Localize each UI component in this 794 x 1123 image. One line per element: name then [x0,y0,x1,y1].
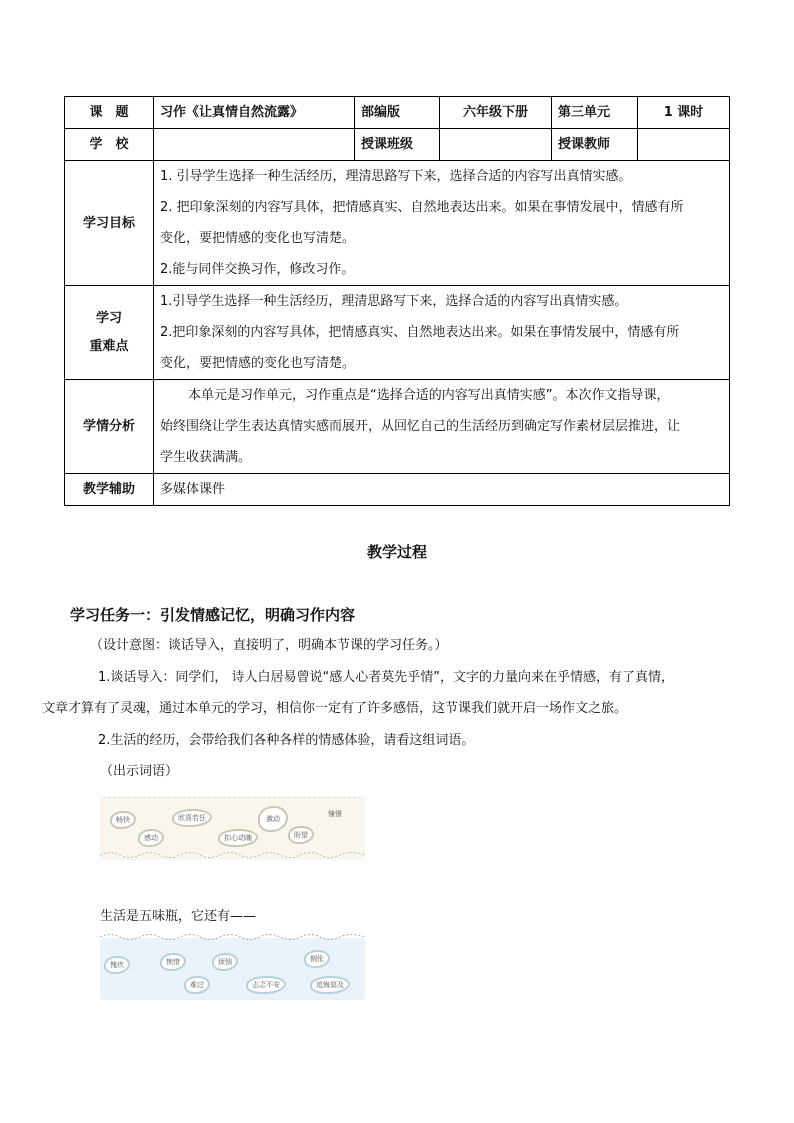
table-row [65,129,730,161]
analysis-line: 学生收获满满。 [160,450,252,465]
school-value [154,129,355,161]
table-row [65,97,730,129]
paragraph-experience: 2.生活的经历，会带给我们各种各样的情感体验，请看这组词语。 [98,733,475,748]
keypoints-label-line2: 重难点 [89,338,129,354]
keypoint-line: 变化，要把情感的变化也写清楚。 [160,356,356,371]
word-bubble: 畅快 [110,811,136,829]
class-hours: 1 课时 [638,97,730,129]
aids-value: 多媒体课件 [154,474,730,506]
aids-label: 教学辅助 [65,474,154,506]
word-bubble: 盼望 [288,826,314,844]
goal-line: 1. 引导学生选择一种生活经历，理清思路写下来，选择合适的内容写出真情实感。 [160,169,632,184]
lesson-title: 习作《让真情自然流露》 [154,97,355,129]
keypoint-line: 1.引导学生选择一种生活经历，理清思路写下来，选择合适的内容写出真情实感。 [160,294,628,309]
show-words-note: （出示词语） [100,764,179,779]
word-bubble: 扣心动魄 [218,829,258,847]
word-bubble: 激动 [258,806,288,832]
task-heading: 学习任务一：引发情感记忆，明确习作内容 [70,606,356,624]
topic-label: 课 题 [65,97,154,129]
word-bubble: 追悔莫及 [310,976,350,994]
section-title: 教学过程 [366,543,427,561]
word-bubble: 惋惜 [160,953,186,971]
teacher-value [638,129,730,161]
edition: 部编版 [355,97,440,129]
word-bubble: 惆怅 [304,950,330,968]
table-row [65,380,730,474]
analysis-label: 学情分析 [65,380,154,474]
teacher-label: 授课教师 [552,129,638,161]
goals-label: 学习目标 [65,161,154,286]
analysis-line: 本单元是习作单元，习作重点是“选择合适的内容写出真情实感”。本次作文指导课， [188,388,670,403]
paragraph-line: 文章才算有了灵魂，通过本单元的学习，相信你一定有了许多感悟，这节课我们就开启一场作文之旅。 [42,701,628,716]
lesson-info-table [64,96,730,506]
wave-decoration [100,850,365,860]
word-bubble: 感动 [138,829,164,847]
goal-line: 变化，要把情感的变化也写清楚。 [160,231,356,246]
unit: 第三单元 [552,97,638,129]
keypoints-label [65,286,154,380]
keypoints-content [154,286,730,380]
analysis-content [154,380,730,474]
keypoints-label-line1: 学习 [95,310,122,326]
positive-words-image [100,797,365,860]
word-bubble: 烦恼 [212,953,238,971]
word-bubble: 憧憬 [328,810,342,818]
wave-decoration [100,932,365,942]
word-bubble: 忐忑不安 [246,976,286,994]
analysis-line: 始终围绕让学生表达真情实感而展开，从回忆自己的生活经历到确定写作素材层层推进，让 [160,419,681,434]
class-value [440,129,552,161]
life-line: 生活是五味瓶，它还有—— [100,909,257,924]
table-row [65,474,730,506]
word-bubble: 欣喜若狂 [172,809,212,827]
goal-line: 2. 把印象深刻的内容写具体，把情感真实、自然地表达出来。如果在事情发展中，情感有所 [160,200,684,215]
design-note: （设计意图：谈话导入，直接明了，明确本节课的学习任务。） [90,638,448,653]
goal-line: 2.能与同伴交换习作，修改习作。 [160,262,355,277]
paragraph-intro [42,662,730,724]
table-row [65,286,730,380]
word-bubble: 难过 [184,976,210,994]
grade: 六年级下册 [440,97,552,129]
keypoint-line: 2.把印象深刻的内容写具体，把情感真实、自然地表达出来。如果在事情发展中，情感有所 [160,325,680,340]
class-label: 授课班级 [355,129,440,161]
word-bubble: 愧疚 [104,956,130,974]
negative-words-image [100,938,365,1000]
goals-content [154,161,730,286]
paragraph-line: 1.谈话导入：同学们， 诗人白居易曾说“感人心者莫先乎情”，文字的力量向来在乎情感，有了真情， [98,670,675,685]
school-label: 学 校 [65,129,154,161]
table-row [65,161,730,286]
